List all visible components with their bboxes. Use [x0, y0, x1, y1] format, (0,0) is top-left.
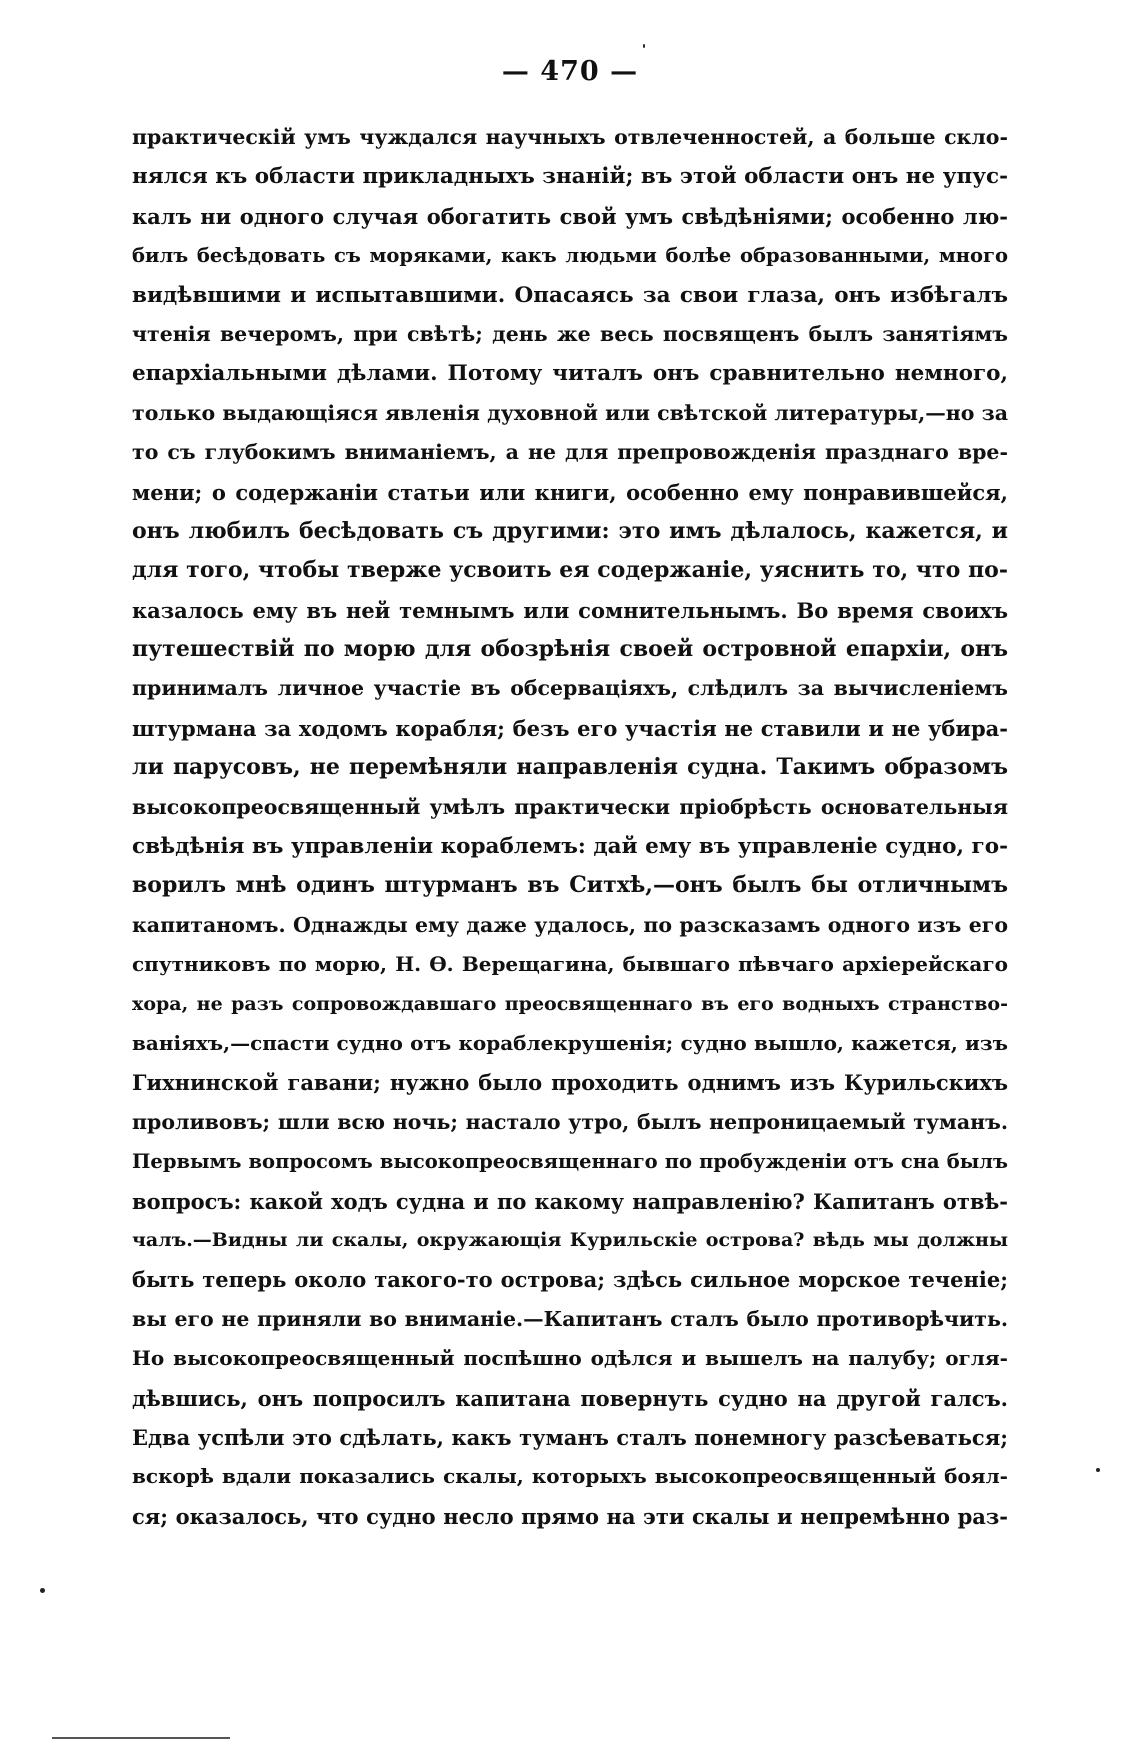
print-speck [40, 1588, 45, 1593]
page-number: — 470 — [501, 56, 639, 87]
text-line: ся; оказалось, что судно несло прямо на эти скалы и непремѣнно раз- [132, 1503, 1008, 1529]
text-line: путешествій по морю для обозрѣнія своей островной епархіи, онъ [132, 636, 1008, 663]
text-line: вскорѣ вдали показались скалы, которыхъ высокопреосвященный боял- [132, 1464, 1008, 1489]
text-line: проливовъ; шли всю ночь; настало утро, былъ непроницаемый туманъ. [132, 1109, 1008, 1134]
text-line: епархіальными дѣлами. Потому читалъ онъ сравнительно немного, [132, 361, 1008, 387]
text-line: капитаномъ. Однажды ему даже удалось, по разсказамъ одного изъ его [132, 912, 1008, 937]
text-line: штурмана за ходомъ корабля; безъ его участія не ставили и не убира- [132, 715, 1008, 741]
text-line: видѣвшими и испытавшими. Опасаясь за свои глаза, онъ избѣгалъ [132, 282, 1008, 308]
text-line: Первымъ вопросомъ высокопреосвященнаго по пробужденіи отъ сна былъ [132, 1150, 1008, 1174]
text-line: билъ бесѣдовать съ моряками, какъ людьми болѣе образованными, много [132, 244, 1008, 268]
print-speck [643, 44, 645, 48]
text-line: принималъ личное участіе въ обсерваціяхъ, слѣдилъ за вычисленіемъ [132, 676, 1008, 701]
text-line: хора, не разъ сопровождавшаго преосвященнаго въ его водныхъ странство- [132, 992, 1008, 1015]
text-line: для того, чтобы тверже усвоить ея содержаніе, уяснить то, что по- [132, 557, 1008, 584]
text-line: свѣдѣнія въ управленіи кораблемъ: дай ему въ управленіе судно, го- [132, 834, 1008, 860]
text-line: ли парусовъ, не перемѣняли направленія судна. Такимъ образомъ [132, 754, 1008, 781]
text-line: Едва успѣли это сдѣлать, какъ туманъ сталъ понемногу разсѣеваться; [132, 1424, 1008, 1450]
text-line: калъ ни одного случая обогатить свой умъ свѣдѣніями; особенно лю- [132, 203, 1008, 229]
text-line: вопросъ: какой ходъ судна и по какому направленію? Капитанъ отвѣ- [132, 1188, 1008, 1214]
text-line: нялся къ области прикладныхъ знаній; въ этой области онъ не упус- [132, 164, 1008, 190]
text-line: мени; о содержаніи статьи или книги, особенно ему понравившейся, [132, 479, 1008, 505]
text-line: спутниковъ по морю, Н. Ө. Верещагина, бывшаго пѣвчаго архіерейскаго [132, 952, 1008, 977]
text-line: чалъ.—Видны ли скалы, окружающія Курильскіе острова? вѣдь мы должны [132, 1228, 1008, 1251]
page-edge-rule [52, 1737, 230, 1739]
print-speck [1096, 1468, 1100, 1472]
text-line: Гихнинской гавани; нужно было проходить однимъ изъ Курильскихъ [132, 1070, 1008, 1096]
text-line: только выдающіяся явленія духовной или свѣтской литературы,—но за [132, 400, 1008, 425]
text-line: ваніяхъ,—спасти судно отъ кораблекрушенія; судно вышло, кажется, изъ [132, 1030, 1008, 1055]
text-line: ворилъ мнѣ одинъ штурманъ въ Ситхѣ,—онъ былъ бы отличнымъ [132, 872, 1008, 899]
text-line: дѣвшись, онъ попросилъ капитана повернуть судно на другой галсъ. [132, 1385, 1008, 1411]
text-line: то съ глубокимъ вниманіемъ, а не для препровожденія празднаго вре- [132, 440, 1008, 465]
text-line: практическій умъ чуждался научныхъ отвлеченностей, а больше склo- [132, 125, 1008, 149]
body-text [132, 118, 1008, 1536]
text-line: высокопреосвященный умѣлъ практически пріобрѣсть основательныя [132, 794, 1008, 819]
text-line: вы его не приняли во вниманіе.—Капитанъ сталъ было противорѣчить. [132, 1306, 1008, 1331]
text-line: онъ любилъ бесѣдовать съ другими: это имъ дѣлалось, кажется, и [132, 517, 1008, 544]
text-line: быть теперь около такого-то острова; здѣсь сильное морское теченіе; [132, 1267, 1008, 1293]
text-line: казалось ему въ ней темнымъ или сомнительнымъ. Во время своихъ [132, 597, 1008, 623]
text-line: чтенія вечеромъ, при свѣтѣ; день же весь посвященъ былъ занятіямъ [132, 321, 1008, 346]
text-line: Но высокопреосвященный поспѣшно одѣлся и вышелъ на палубу; огля- [132, 1346, 1008, 1371]
